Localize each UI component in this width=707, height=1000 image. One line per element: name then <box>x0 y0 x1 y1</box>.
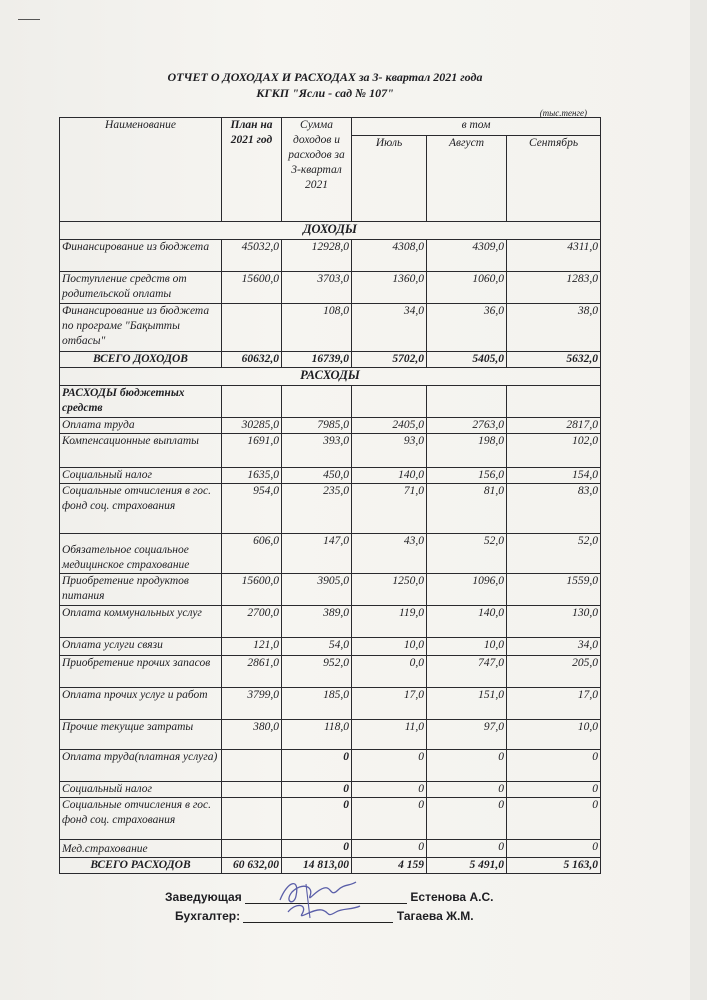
cell-september: 5632,0 <box>507 352 601 368</box>
row-name: Поступление средств от родительской оплаты <box>60 272 222 304</box>
cell-august: 2763,0 <box>427 418 507 434</box>
expenses-section-title: РАСХОДЫ <box>60 368 601 386</box>
cell-plan: 2700,0 <box>222 606 282 638</box>
cell-july: 0,0 <box>352 656 427 688</box>
row-name: Компенсационные выплаты <box>60 434 222 468</box>
table-row <box>60 720 601 750</box>
cell-august: 747,0 <box>427 656 507 688</box>
cell-plan: 1635,0 <box>222 468 282 484</box>
signature-line <box>243 922 393 923</box>
row-name: Обязательное социальное медицинское страхование <box>60 534 222 574</box>
report-table <box>59 117 601 874</box>
col-header-sum: Сумма доходов и расходов за 3-квартал 2021 <box>282 118 352 222</box>
cell-august: 140,0 <box>427 606 507 638</box>
cell-plan: 45032,0 <box>222 240 282 272</box>
cell-sum: 389,0 <box>282 606 352 638</box>
empty-cell <box>427 386 507 418</box>
row-name: Социальные отчисления в гос. фонд соц. страхования <box>60 484 222 534</box>
organization-name: КГКП "Ясли - сад № 107" <box>256 86 394 100</box>
row-name: Финансирование из бюджета <box>60 240 222 272</box>
cell-september: 205,0 <box>507 656 601 688</box>
report-title: ОТЧЕТ О ДОХОДАХ И РАСХОДАХ за 3- квартал 2021 года <box>167 70 483 84</box>
cell-august: 4309,0 <box>427 240 507 272</box>
cell-august: 81,0 <box>427 484 507 534</box>
table-row <box>60 434 601 468</box>
row-name: Оплата труда <box>60 418 222 434</box>
cell-sum: 393,0 <box>282 434 352 468</box>
row-name: Оплата коммунальных услуг <box>60 606 222 638</box>
expenses-subsection-row <box>60 386 601 418</box>
cell-august: 10,0 <box>427 638 507 656</box>
cell-plan: 30285,0 <box>222 418 282 434</box>
row-name: Финансирование из бюджета по програме "Бақытты отбасы" <box>60 304 222 352</box>
cell-july: 71,0 <box>352 484 427 534</box>
expenses-subsection-title: РАСХОДЫ бюджетных средств <box>60 386 222 418</box>
cell-august: 198,0 <box>427 434 507 468</box>
cell-september: 38,0 <box>507 304 601 352</box>
cell-september: 0 <box>507 782 601 798</box>
cell-september: 154,0 <box>507 468 601 484</box>
income-total-row <box>60 352 601 368</box>
cell-sum: 952,0 <box>282 656 352 688</box>
cell-sum: 450,0 <box>282 468 352 484</box>
cell-sum: 185,0 <box>282 688 352 720</box>
cell-september: 102,0 <box>507 434 601 468</box>
cell-september: 17,0 <box>507 688 601 720</box>
col-header-plan: План на 2021 год <box>222 118 282 222</box>
cell-august: 156,0 <box>427 468 507 484</box>
handwritten-signature <box>270 872 365 922</box>
cell-july: 0 <box>352 750 427 782</box>
cell-september: 5 163,0 <box>507 858 601 874</box>
expenses-total-label: ВСЕГО РАСХОДОВ <box>60 858 222 874</box>
income-section-title: ДОХОДЫ <box>60 222 601 240</box>
cell-july: 4 159 <box>352 858 427 874</box>
income-section-row <box>60 222 601 240</box>
cell-july: 10,0 <box>352 638 427 656</box>
cell-sum: 235,0 <box>282 484 352 534</box>
table-row <box>60 656 601 688</box>
cell-plan: 15600,0 <box>222 574 282 606</box>
cell-july: 5702,0 <box>352 352 427 368</box>
cell-july: 1250,0 <box>352 574 427 606</box>
cell-plan <box>222 304 282 352</box>
cell-september: 83,0 <box>507 484 601 534</box>
cell-september: 52,0 <box>507 534 601 574</box>
cell-september: 0 <box>507 750 601 782</box>
cell-july: 0 <box>352 798 427 840</box>
cell-plan: 380,0 <box>222 720 282 750</box>
table-row <box>60 750 601 782</box>
cell-july: 43,0 <box>352 534 427 574</box>
empty-cell <box>352 386 427 418</box>
table-row <box>60 304 601 352</box>
cell-september: 0 <box>507 798 601 840</box>
cell-september: 4311,0 <box>507 240 601 272</box>
empty-cell <box>282 386 352 418</box>
row-name: Мед.страхование <box>60 840 222 858</box>
table-row <box>60 484 601 534</box>
cell-august: 5405,0 <box>427 352 507 368</box>
head-label: Заведующая <box>165 890 242 904</box>
cell-august: 97,0 <box>427 720 507 750</box>
col-header-july: Июль <box>352 136 427 222</box>
cell-september: 10,0 <box>507 720 601 750</box>
cell-july: 93,0 <box>352 434 427 468</box>
cell-july: 17,0 <box>352 688 427 720</box>
accountant-label: Бухгалтер: <box>175 909 241 923</box>
cell-plan: 606,0 <box>222 534 282 574</box>
cell-september: 2817,0 <box>507 418 601 434</box>
cell-september: 34,0 <box>507 638 601 656</box>
cell-july: 0 <box>352 840 427 858</box>
table-row <box>60 798 601 840</box>
units-note: (тыс.тенге) <box>539 108 587 118</box>
cell-july: 34,0 <box>352 304 427 352</box>
cell-sum: 3703,0 <box>282 272 352 304</box>
cell-sum: 0 <box>282 782 352 798</box>
edge-mark <box>18 19 40 20</box>
cell-september: 1283,0 <box>507 272 601 304</box>
row-name: Приобретение прочих запасов <box>60 656 222 688</box>
cell-august: 1060,0 <box>427 272 507 304</box>
col-header-september: Сентябрь <box>507 136 601 222</box>
table-row <box>60 840 601 858</box>
cell-sum: 14 813,00 <box>282 858 352 874</box>
cell-plan: 60632,0 <box>222 352 282 368</box>
cell-august: 0 <box>427 798 507 840</box>
empty-cell <box>507 386 601 418</box>
cell-sum: 118,0 <box>282 720 352 750</box>
cell-september: 0 <box>507 840 601 858</box>
col-header-august: Август <box>427 136 507 222</box>
table-row <box>60 606 601 638</box>
cell-plan: 3799,0 <box>222 688 282 720</box>
cell-sum: 147,0 <box>282 534 352 574</box>
cell-sum: 16739,0 <box>282 352 352 368</box>
income-total-label: ВСЕГО ДОХОДОВ <box>60 352 222 368</box>
cell-plan: 1691,0 <box>222 434 282 468</box>
head-name: Естенова А.С. <box>410 890 494 904</box>
table-row <box>60 688 601 720</box>
cell-august: 1096,0 <box>427 574 507 606</box>
cell-august: 0 <box>427 750 507 782</box>
accountant-name: Тагаева Ж.М. <box>396 909 474 923</box>
cell-august: 0 <box>427 840 507 858</box>
row-name: Приобретение продуктов питания <box>60 574 222 606</box>
row-name: Социальные отчисления в гос. фонд соц. страхования <box>60 798 222 840</box>
empty-cell <box>222 386 282 418</box>
expenses-section-row <box>60 368 601 386</box>
cell-plan: 60 632,00 <box>222 858 282 874</box>
cell-sum: 12928,0 <box>282 240 352 272</box>
cell-august: 0 <box>427 782 507 798</box>
row-name: Оплата труда(платная услуга) <box>60 750 222 782</box>
cell-july: 11,0 <box>352 720 427 750</box>
cell-july: 140,0 <box>352 468 427 484</box>
col-header-group: в том <box>352 118 601 136</box>
cell-sum: 0 <box>282 750 352 782</box>
cell-july: 0 <box>352 782 427 798</box>
row-name: Социальный налог <box>60 468 222 484</box>
cell-plan: 2861,0 <box>222 656 282 688</box>
cell-plan <box>222 782 282 798</box>
cell-july: 119,0 <box>352 606 427 638</box>
cell-september: 130,0 <box>507 606 601 638</box>
table-row <box>60 638 601 656</box>
cell-plan <box>222 840 282 858</box>
cell-plan: 954,0 <box>222 484 282 534</box>
cell-august: 5 491,0 <box>427 858 507 874</box>
cell-august: 52,0 <box>427 534 507 574</box>
row-name: Прочие текущие затраты <box>60 720 222 750</box>
row-name: Оплата прочих услуг и работ <box>60 688 222 720</box>
cell-september: 1559,0 <box>507 574 601 606</box>
cell-plan <box>222 798 282 840</box>
row-name: Оплата услуги связи <box>60 638 222 656</box>
cell-august: 36,0 <box>427 304 507 352</box>
cell-plan <box>222 750 282 782</box>
cell-plan: 121,0 <box>222 638 282 656</box>
cell-sum: 108,0 <box>282 304 352 352</box>
table-row <box>60 418 601 434</box>
cell-july: 2405,0 <box>352 418 427 434</box>
table-row <box>60 782 601 798</box>
cell-sum: 0 <box>282 798 352 840</box>
cell-sum: 7985,0 <box>282 418 352 434</box>
cell-july: 4308,0 <box>352 240 427 272</box>
table-row <box>60 574 601 606</box>
cell-sum: 3905,0 <box>282 574 352 606</box>
cell-plan: 15600,0 <box>222 272 282 304</box>
cell-july: 1360,0 <box>352 272 427 304</box>
table-row <box>60 240 601 272</box>
cell-august: 151,0 <box>427 688 507 720</box>
cell-sum: 54,0 <box>282 638 352 656</box>
table-row <box>60 272 601 304</box>
table-row <box>60 468 601 484</box>
cell-sum: 0 <box>282 840 352 858</box>
row-name: Социальный налог <box>60 782 222 798</box>
table-row <box>60 534 601 574</box>
header-row <box>60 118 601 136</box>
col-header-name: Наименование <box>60 118 222 222</box>
